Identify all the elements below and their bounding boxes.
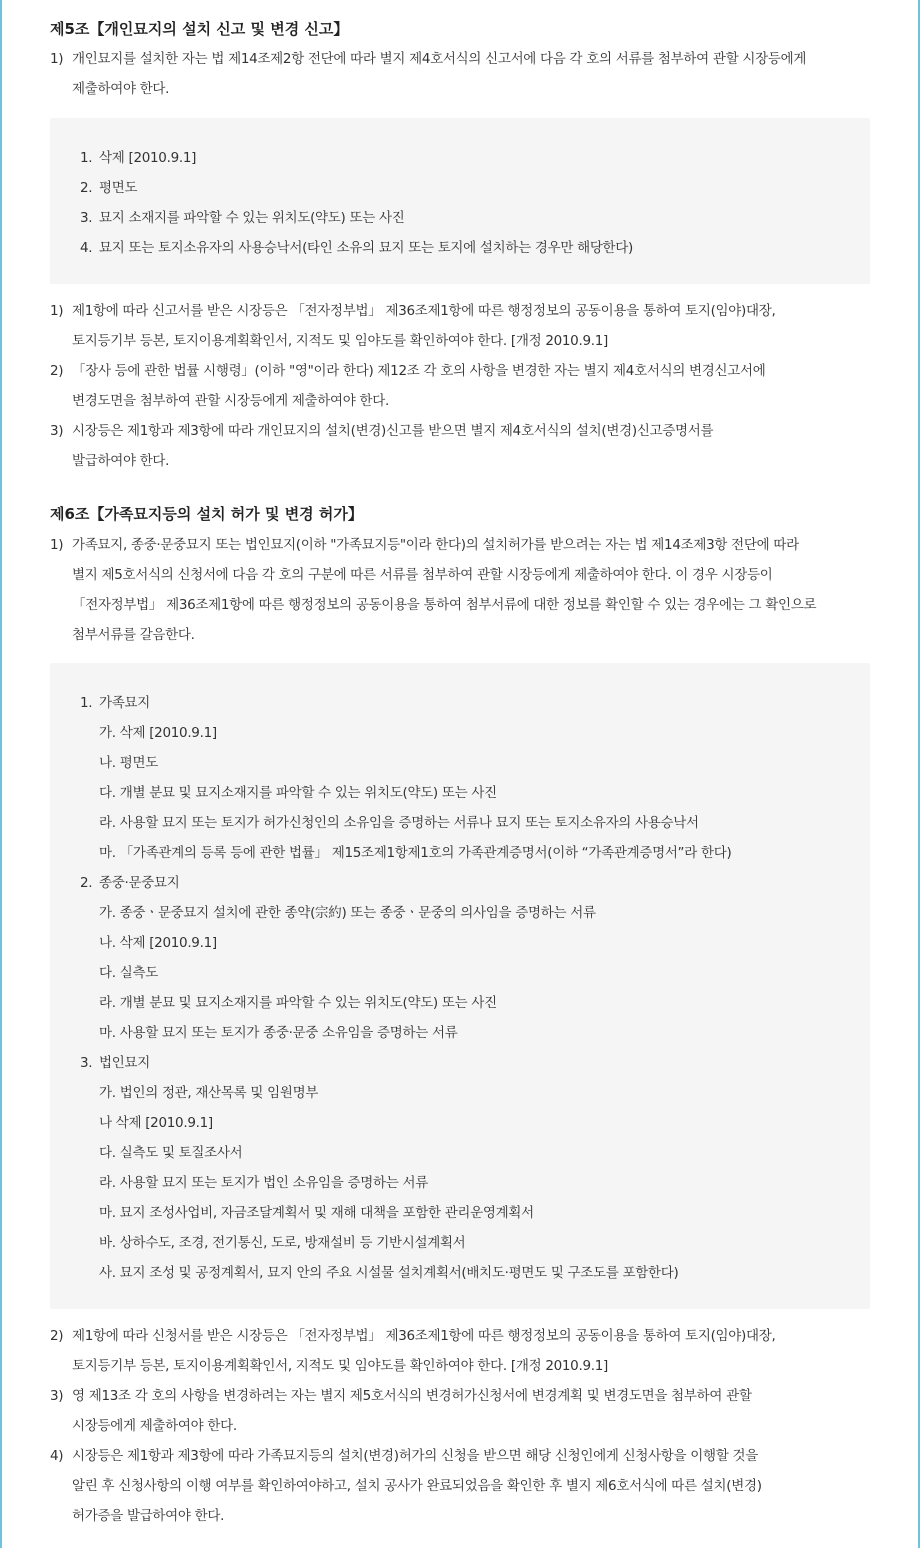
paragraph-line: 시장등에게 제출하여야 한다. (72, 1418, 237, 1434)
sub-item: 라. 개별 분묘 및 묘지소재지를 파악할 수 있는 위치도(약도) 또는 사진 (99, 995, 497, 1011)
sub-item: 나. 평면도 (99, 755, 158, 771)
paragraph-line: 가족묘지, 종중·문중묘지 또는 법인묘지(이하 "가족묘지등"이라 한다)의 설치허가를 받으려는 자는 법 제14조제3항 전단에 따라 (72, 537, 799, 553)
item-text: 가족묘지 (99, 695, 150, 711)
article-5-paragraph (50, 296, 870, 356)
sub-item: 사. 묘지 조성 및 공정계획서, 묘지 안의 주요 시설물 설치계획서(배치도·평면도 및 구조도를 포함한다) (99, 1265, 679, 1281)
article-5-paragraph (50, 356, 870, 416)
item-text: 묘지 소재지를 파악할 수 있는 위치도(약도) 또는 사진 (99, 210, 405, 226)
sub-item: 라. 사용할 묘지 또는 토지가 법인 소유임을 증명하는 서류 (99, 1175, 428, 1191)
article-6-document-list (50, 663, 870, 1309)
article-6-paragraph (50, 1441, 870, 1531)
sub-item: 가. 종중ㆍ문중묘지 설치에 관한 종약(宗約) 또는 종중ㆍ문중의 의사임을 증명하는 서류 (99, 905, 596, 921)
paragraph-number: 1) (50, 51, 64, 67)
paragraph-line: 첨부서류를 갈음한다. (72, 627, 195, 643)
item-text: 묘지 또는 토지소유자의 사용승낙서(타인 소유의 묘지 또는 토지에 설치하는 경우만 해당한다) (99, 240, 634, 256)
paragraph-line: 제출하여야 한다. (72, 81, 170, 97)
article-5-document-list (50, 118, 870, 284)
article-6-paragraph (50, 1321, 870, 1381)
item-number: 3. (80, 1055, 93, 1071)
item-number: 1. (80, 150, 93, 166)
sub-item: 가. 법인의 정관, 재산목록 및 임원명부 (99, 1085, 319, 1101)
sub-item: 마. 「가족관계의 등록 등에 관한 법률」 제15조제1항제1호의 가족관계증명서(이하 “가족관계증명서”라 한다) (99, 845, 732, 861)
list-item (80, 143, 870, 173)
sub-item: 라. 사용할 묘지 또는 토지가 허가신청인의 소유임을 증명하는 서류나 묘지 또는 토지소유자의 사용승낙서 (99, 815, 699, 831)
item-number: 3. (80, 210, 93, 226)
sub-item: 다. 실측도 및 토질조사서 (99, 1145, 243, 1161)
list-item (80, 233, 870, 263)
item-text: 평면도 (99, 180, 138, 196)
paragraph-line: 제1항에 따라 신청서를 받은 시장등은 「전자정부법」 제36조제1항에 따른 행정정보의 공동이용을 통하여 토지(임야)대장, (72, 1328, 776, 1344)
list-item (80, 688, 870, 868)
item-number: 1. (80, 695, 93, 711)
article-6-paragraph-1 (50, 530, 870, 650)
item-text: 삭제 [2010.9.1] (99, 150, 197, 166)
paragraph-line: 발급하여야 한다. (72, 453, 170, 469)
sub-item: 다. 실측도 (99, 965, 158, 981)
sub-item: 마. 사용할 묘지 또는 토지가 종중·문중 소유임을 증명하는 서류 (99, 1025, 458, 1041)
paragraph-line: 알린 후 신청사항의 이행 여부를 확인하여야하고, 설치 공사가 완료되었음을 확인한 후 별지 제6호서식에 따른 설치(변경) (72, 1478, 762, 1494)
paragraph-number: 1) (50, 537, 64, 553)
paragraph-line: 토지등기부 등본, 토지이용계획확인서, 지적도 및 임야도를 확인하여야 한다. [개정 2010.9.1] (72, 1358, 608, 1374)
article-6-paragraphs (50, 1321, 870, 1531)
sub-item: 가. 삭제 [2010.9.1] (99, 725, 217, 741)
paragraph-number: 3) (50, 423, 64, 439)
paragraph-line: 영 제13조 각 호의 사항을 변경하려는 자는 별지 제5호서식의 변경허가신청서에 변경계획 및 변경도면을 첨부하여 관할 (72, 1388, 752, 1404)
paragraph-line: 「장사 등에 관한 법률 시행령」(이하 "영"이라 한다) 제12조 각 호의 사항을 변경한 자는 별지 제4호서식의 변경신고서에 (72, 363, 766, 379)
article-5-paragraph (50, 416, 870, 476)
item-text: 종중·문중묘지 (99, 875, 180, 891)
article-5-title: 제5조【개인묘지의 설치 신고 및 변경 신고】 (50, 20, 349, 38)
list-item (80, 173, 870, 203)
sub-item: 마. 묘지 조성사업비, 자금조달계획서 및 재해 대책을 포함한 관리운영계획서 (99, 1205, 534, 1221)
paragraph-line: 「전자정부법」 제36조제1항에 따른 행정정보의 공동이용을 통하여 첨부서류에 대한 정보를 확인할 수 있는 경우에는 그 확인으로 (72, 597, 817, 613)
paragraph-line: 제1항에 따라 신고서를 받은 시장등은 「전자정부법」 제36조제1항에 따른 행정정보의 공동이용을 통하여 토지(임야)대장, (72, 303, 776, 319)
article-5-paragraphs (50, 296, 870, 476)
article-6-title: 제6조【가족묘지등의 설치 허가 및 변경 허가】 (50, 505, 363, 523)
list-item (80, 868, 870, 1048)
list-item (80, 203, 870, 233)
paragraph-line: 별지 제5호서식의 신청서에 다음 각 호의 구분에 따른 서류를 첨부하여 관할 시장등에게 제출하여야 한다. 이 경우 시장등이 (72, 567, 773, 583)
paragraph-line: 허가증을 발급하여야 한다. (72, 1508, 225, 1524)
sub-item: 바. 상하수도, 조경, 전기통신, 도로, 방재설비 등 기반시설계획서 (99, 1235, 466, 1251)
paragraph-line: 시장등은 제1항과 제3항에 따라 개인묘지의 설치(변경)신고를 받으면 별지 제4호서식의 설치(변경)신고증명서를 (72, 423, 714, 439)
paragraph-number: 2) (50, 363, 64, 379)
paragraph-number: 1) (50, 303, 64, 319)
paragraph-line: 시장등은 제1항과 제3항에 따라 가족묘지등의 설치(변경)허가의 신청을 받으면 해당 신청인에게 신청사항을 이행할 것을 (72, 1448, 758, 1464)
sub-item: 나. 삭제 [2010.9.1] (99, 935, 217, 951)
paragraph-line: 토지등기부 등본, 토지이용계획확인서, 지적도 및 임야도를 확인하여야 한다. [개정 2010.9.1] (72, 333, 608, 349)
paragraph-number: 2) (50, 1328, 64, 1344)
sub-item: 다. 개별 분묘 및 묘지소재지를 파악할 수 있는 위치도(약도) 또는 사진 (99, 785, 497, 801)
paragraph-line: 변경도면을 첨부하여 관할 시장등에게 제출하여야 한다. (72, 393, 389, 409)
item-number: 4. (80, 240, 93, 256)
article-5-paragraph-1 (50, 44, 870, 104)
list-item (80, 1048, 870, 1288)
paragraph-number: 4) (50, 1448, 64, 1464)
item-text: 법인묘지 (99, 1055, 150, 1071)
paragraph-line: 개인묘지를 설치한 자는 법 제14조제2항 전단에 따라 별지 제4호서식의 신고서에 다음 각 호의 서류를 첨부하여 관할 시장등에게 (72, 51, 807, 67)
item-number: 2. (80, 180, 93, 196)
item-number: 2. (80, 875, 93, 891)
sub-item: 나 삭제 [2010.9.1] (99, 1115, 213, 1131)
article-6-paragraph (50, 1381, 870, 1441)
paragraph-number: 3) (50, 1388, 64, 1404)
